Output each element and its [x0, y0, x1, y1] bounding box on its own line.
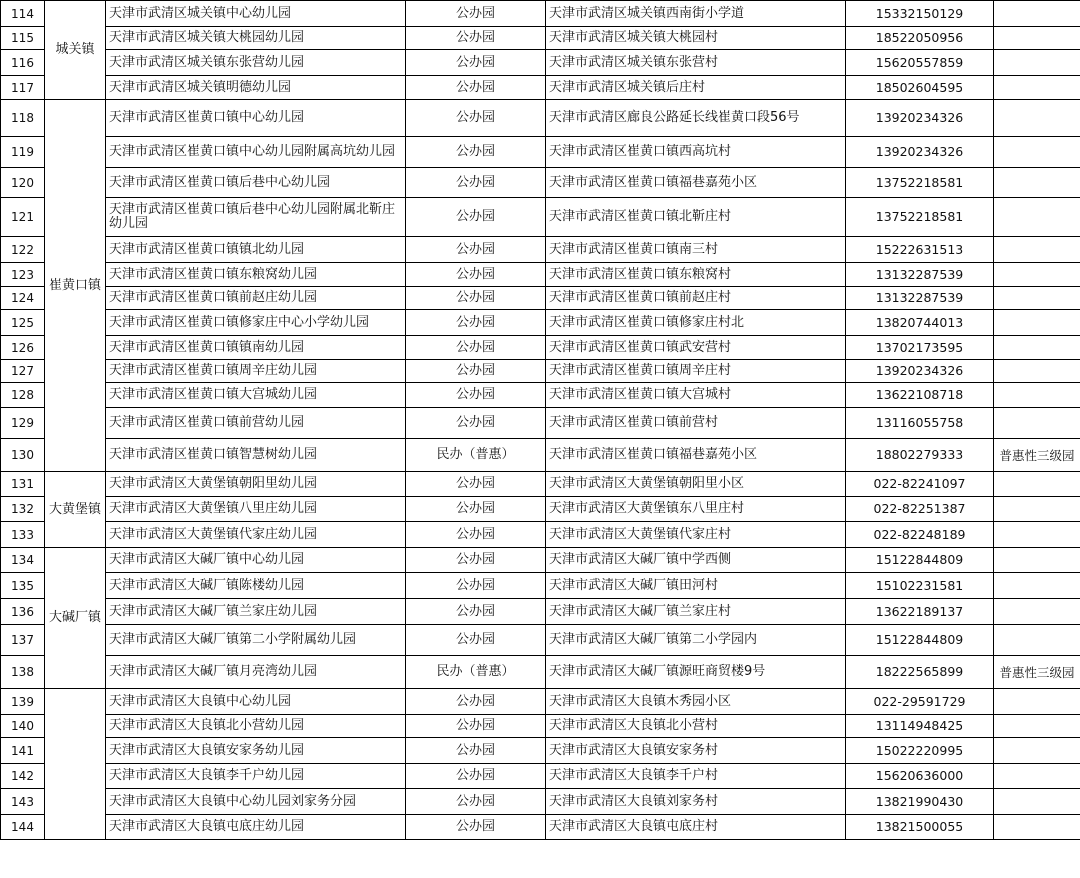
note-cell	[994, 815, 1080, 840]
kindergarten-name-cell: 天津市武清区大良镇屯底庄幼儿园	[106, 815, 406, 840]
row-number-cell: 121	[1, 198, 45, 237]
note-cell	[994, 789, 1080, 815]
town-cell: 大碱厂镇	[45, 548, 106, 689]
address-cell: 天津市武清区大良镇李千户村	[546, 764, 846, 789]
kindergarten-type-cell: 公办园	[406, 573, 546, 599]
row-number-cell: 124	[1, 287, 45, 310]
table-row	[1, 548, 1080, 573]
row-number-cell: 136	[1, 599, 45, 625]
kindergarten-name-cell: 天津市武清区崔黄口镇前赵庄幼儿园	[106, 287, 406, 310]
phone-cell: 15122844809	[846, 625, 994, 656]
phone-cell: 13821990430	[846, 789, 994, 815]
note-cell	[994, 599, 1080, 625]
note-cell	[994, 310, 1080, 336]
kindergarten-name-cell: 天津市武清区大黄堡镇八里庄幼儿园	[106, 497, 406, 522]
kindergarten-name-cell: 天津市武清区大良镇中心幼儿园刘家务分园	[106, 789, 406, 815]
kindergarten-type-cell: 公办园	[406, 599, 546, 625]
note-cell	[994, 100, 1080, 137]
phone-cell: 18522050956	[846, 27, 994, 50]
kindergarten-type-cell: 公办园	[406, 548, 546, 573]
address-cell: 天津市武清区大黄堡镇代家庄村	[546, 522, 846, 548]
phone-cell: 18502604595	[846, 76, 994, 100]
phone-cell: 13132287539	[846, 263, 994, 287]
kindergarten-name-cell: 天津市武清区崔黄口镇大宫城幼儿园	[106, 383, 406, 408]
kindergarten-type-cell: 公办园	[406, 715, 546, 738]
phone-cell: 13132287539	[846, 287, 994, 310]
town-cell	[45, 689, 106, 840]
address-cell: 天津市武清区大良镇安家务村	[546, 738, 846, 764]
phone-cell: 15332150129	[846, 1, 994, 27]
note-cell	[994, 548, 1080, 573]
row-number-cell: 126	[1, 336, 45, 360]
note-cell	[994, 198, 1080, 237]
kindergarten-type-cell: 公办园	[406, 263, 546, 287]
note-cell	[994, 522, 1080, 548]
kindergarten-type-cell: 公办园	[406, 336, 546, 360]
note-cell	[994, 360, 1080, 383]
address-cell: 天津市武清区崔黄口镇东粮窝村	[546, 263, 846, 287]
phone-cell: 18802279333	[846, 439, 994, 472]
row-number-cell: 142	[1, 764, 45, 789]
kindergarten-type-cell: 公办园	[406, 789, 546, 815]
address-cell: 天津市武清区大良镇北小营村	[546, 715, 846, 738]
row-number-cell: 114	[1, 1, 45, 27]
kindergarten-name-cell: 天津市武清区崔黄口镇中心幼儿园	[106, 100, 406, 137]
note-cell	[994, 263, 1080, 287]
table-row	[1, 599, 1080, 625]
address-cell: 天津市武清区大良镇木秀园小区	[546, 689, 846, 715]
kindergarten-type-cell: 公办园	[406, 168, 546, 198]
note-cell	[994, 715, 1080, 738]
kindergarten-type-cell: 民办（普惠）	[406, 656, 546, 689]
phone-cell: 15620636000	[846, 764, 994, 789]
phone-cell: 15102231581	[846, 573, 994, 599]
table-row	[1, 656, 1080, 689]
kindergarten-name-cell: 天津市武清区大黄堡镇朝阳里幼儿园	[106, 472, 406, 497]
kindergarten-type-cell: 公办园	[406, 1, 546, 27]
kindergarten-name-cell: 天津市武清区城关镇中心幼儿园	[106, 1, 406, 27]
address-cell: 天津市武清区崔黄口镇修家庄村北	[546, 310, 846, 336]
town-cell: 大黄堡镇	[45, 472, 106, 548]
table-row	[1, 497, 1080, 522]
phone-cell: 13622108718	[846, 383, 994, 408]
note-cell: 普惠性三级园	[994, 656, 1080, 689]
table-row	[1, 764, 1080, 789]
table-row	[1, 689, 1080, 715]
kindergarten-name-cell: 天津市武清区崔黄口镇后巷中心幼儿园附属北靳庄幼儿园	[106, 198, 406, 237]
kindergarten-name-cell: 天津市武清区崔黄口镇前营幼儿园	[106, 408, 406, 439]
table-row	[1, 287, 1080, 310]
kindergarten-type-cell: 公办园	[406, 360, 546, 383]
table-row	[1, 1, 1080, 27]
row-number-cell: 116	[1, 50, 45, 76]
address-cell: 天津市武清区城关镇东张营村	[546, 50, 846, 76]
phone-cell: 022-82248189	[846, 522, 994, 548]
note-cell	[994, 50, 1080, 76]
row-number-cell: 141	[1, 738, 45, 764]
address-cell: 天津市武清区崔黄口镇周辛庄村	[546, 360, 846, 383]
table-row	[1, 573, 1080, 599]
row-number-cell: 130	[1, 439, 45, 472]
kindergarten-type-cell: 公办园	[406, 287, 546, 310]
row-number-cell: 135	[1, 573, 45, 599]
table-row	[1, 76, 1080, 100]
kindergarten-type-cell: 公办园	[406, 100, 546, 137]
phone-cell: 15222631513	[846, 237, 994, 263]
town-cell: 崔黄口镇	[45, 100, 106, 472]
phone-cell: 13920234326	[846, 360, 994, 383]
kindergarten-type-cell: 公办园	[406, 522, 546, 548]
address-cell: 天津市武清区崔黄口镇福巷嘉苑小区	[546, 168, 846, 198]
table-row	[1, 100, 1080, 137]
table-row	[1, 50, 1080, 76]
table-row	[1, 198, 1080, 237]
address-cell: 天津市武清区大黄堡镇东八里庄村	[546, 497, 846, 522]
row-number-cell: 122	[1, 237, 45, 263]
table-row	[1, 625, 1080, 656]
note-cell	[994, 738, 1080, 764]
row-number-cell: 132	[1, 497, 45, 522]
kindergarten-name-cell: 天津市武清区崔黄口镇周辛庄幼儿园	[106, 360, 406, 383]
kindergarten-type-cell: 公办园	[406, 408, 546, 439]
row-number-cell: 127	[1, 360, 45, 383]
kindergarten-name-cell: 天津市武清区城关镇东张营幼儿园	[106, 50, 406, 76]
table-row	[1, 715, 1080, 738]
address-cell: 天津市武清区崔黄口镇西高坑村	[546, 137, 846, 168]
kindergarten-name-cell: 天津市武清区大碱厂镇月亮湾幼儿园	[106, 656, 406, 689]
kindergarten-type-cell: 民办（普惠）	[406, 439, 546, 472]
row-number-cell: 115	[1, 27, 45, 50]
note-cell	[994, 497, 1080, 522]
table-row	[1, 789, 1080, 815]
kindergarten-name-cell: 天津市武清区城关镇大桃园幼儿园	[106, 27, 406, 50]
note-cell	[994, 625, 1080, 656]
phone-cell: 022-82241097	[846, 472, 994, 497]
row-number-cell: 144	[1, 815, 45, 840]
table-body	[1, 1, 1080, 840]
row-number-cell: 123	[1, 263, 45, 287]
kindergarten-type-cell: 公办园	[406, 237, 546, 263]
row-number-cell: 118	[1, 100, 45, 137]
table-row	[1, 815, 1080, 840]
kindergarten-type-cell: 公办园	[406, 50, 546, 76]
kindergarten-name-cell: 天津市武清区大黄堡镇代家庄幼儿园	[106, 522, 406, 548]
note-cell	[994, 336, 1080, 360]
kindergarten-name-cell: 天津市武清区大良镇中心幼儿园	[106, 689, 406, 715]
phone-cell: 13702173595	[846, 336, 994, 360]
table-row	[1, 408, 1080, 439]
table-row	[1, 439, 1080, 472]
kindergarten-name-cell: 天津市武清区大碱厂镇中心幼儿园	[106, 548, 406, 573]
phone-cell: 022-82251387	[846, 497, 994, 522]
phone-cell: 13820744013	[846, 310, 994, 336]
kindergarten-type-cell: 公办园	[406, 472, 546, 497]
address-cell: 天津市武清区大良镇屯底庄村	[546, 815, 846, 840]
note-cell	[994, 76, 1080, 100]
phone-cell: 18222565899	[846, 656, 994, 689]
phone-cell: 15022220995	[846, 738, 994, 764]
address-cell: 天津市武清区崔黄口镇前营村	[546, 408, 846, 439]
row-number-cell: 119	[1, 137, 45, 168]
note-cell: 普惠性三级园	[994, 439, 1080, 472]
kindergarten-name-cell: 天津市武清区大碱厂镇兰家庄幼儿园	[106, 599, 406, 625]
kindergarten-type-cell: 公办园	[406, 310, 546, 336]
row-number-cell: 139	[1, 689, 45, 715]
address-cell: 天津市武清区崔黄口镇南三村	[546, 237, 846, 263]
table-row	[1, 383, 1080, 408]
address-cell: 天津市武清区大黄堡镇朝阳里小区	[546, 472, 846, 497]
kindergarten-name-cell: 天津市武清区大良镇安家务幼儿园	[106, 738, 406, 764]
kindergarten-name-cell: 天津市武清区崔黄口镇智慧树幼儿园	[106, 439, 406, 472]
row-number-cell: 120	[1, 168, 45, 198]
table-row	[1, 522, 1080, 548]
address-cell: 天津市武清区崔黄口镇福巷嘉苑小区	[546, 439, 846, 472]
address-cell: 天津市武清区大碱厂镇田河村	[546, 573, 846, 599]
kindergarten-name-cell: 天津市武清区崔黄口镇修家庄中心小学幼儿园	[106, 310, 406, 336]
kindergarten-name-cell: 天津市武清区大碱厂镇陈楼幼儿园	[106, 573, 406, 599]
note-cell	[994, 764, 1080, 789]
kindergarten-type-cell: 公办园	[406, 137, 546, 168]
row-number-cell: 137	[1, 625, 45, 656]
phone-cell: 13920234326	[846, 137, 994, 168]
kindergarten-type-cell: 公办园	[406, 497, 546, 522]
kindergarten-name-cell: 天津市武清区崔黄口镇镇北幼儿园	[106, 237, 406, 263]
note-cell	[994, 408, 1080, 439]
note-cell	[994, 168, 1080, 198]
note-cell	[994, 573, 1080, 599]
phone-cell: 13116055758	[846, 408, 994, 439]
table-row	[1, 263, 1080, 287]
row-number-cell: 133	[1, 522, 45, 548]
address-cell: 天津市武清区大碱厂镇源旺商贸楼9号	[546, 656, 846, 689]
row-number-cell: 143	[1, 789, 45, 815]
kindergarten-name-cell: 天津市武清区大碱厂镇第二小学附属幼儿园	[106, 625, 406, 656]
table-row	[1, 310, 1080, 336]
table-row	[1, 738, 1080, 764]
kindergarten-type-cell: 公办园	[406, 383, 546, 408]
address-cell: 天津市武清区崔黄口镇武安营村	[546, 336, 846, 360]
table-row	[1, 237, 1080, 263]
kindergarten-name-cell: 天津市武清区崔黄口镇中心幼儿园附属高坑幼儿园	[106, 137, 406, 168]
table-row	[1, 336, 1080, 360]
phone-cell: 13920234326	[846, 100, 994, 137]
kindergarten-type-cell: 公办园	[406, 738, 546, 764]
table-row	[1, 27, 1080, 50]
address-cell: 天津市武清区大良镇刘家务村	[546, 789, 846, 815]
phone-cell: 13622189137	[846, 599, 994, 625]
table-row	[1, 360, 1080, 383]
kindergarten-name-cell: 天津市武清区城关镇明德幼儿园	[106, 76, 406, 100]
phone-cell: 13821500055	[846, 815, 994, 840]
town-cell: 城关镇	[45, 1, 106, 100]
address-cell: 天津市武清区城关镇大桃园村	[546, 27, 846, 50]
kindergarten-type-cell: 公办园	[406, 625, 546, 656]
note-cell	[994, 237, 1080, 263]
address-cell: 天津市武清区崔黄口镇北靳庄村	[546, 198, 846, 237]
kindergarten-name-cell: 天津市武清区大良镇北小营幼儿园	[106, 715, 406, 738]
kindergarten-name-cell: 天津市武清区崔黄口镇后巷中心幼儿园	[106, 168, 406, 198]
address-cell: 天津市武清区崔黄口镇大宫城村	[546, 383, 846, 408]
phone-cell: 13752218581	[846, 168, 994, 198]
phone-cell: 13114948425	[846, 715, 994, 738]
note-cell	[994, 689, 1080, 715]
address-cell: 天津市武清区城关镇后庄村	[546, 76, 846, 100]
row-number-cell: 131	[1, 472, 45, 497]
address-cell: 天津市武清区城关镇西南街小学道	[546, 1, 846, 27]
phone-cell: 13752218581	[846, 198, 994, 237]
row-number-cell: 128	[1, 383, 45, 408]
kindergarten-name-cell: 天津市武清区崔黄口镇镇南幼儿园	[106, 336, 406, 360]
row-number-cell: 140	[1, 715, 45, 738]
address-cell: 天津市武清区廊良公路延长线崔黄口段56号	[546, 100, 846, 137]
address-cell: 天津市武清区大碱厂镇中学西侧	[546, 548, 846, 573]
note-cell	[994, 287, 1080, 310]
address-cell: 天津市武清区崔黄口镇前赵庄村	[546, 287, 846, 310]
phone-cell: 15122844809	[846, 548, 994, 573]
kindergarten-type-cell: 公办园	[406, 689, 546, 715]
row-number-cell: 125	[1, 310, 45, 336]
kindergarten-type-cell: 公办园	[406, 815, 546, 840]
note-cell	[994, 1, 1080, 27]
table-row	[1, 168, 1080, 198]
row-number-cell: 117	[1, 76, 45, 100]
row-number-cell: 138	[1, 656, 45, 689]
note-cell	[994, 27, 1080, 50]
table-row	[1, 472, 1080, 497]
row-number-cell: 134	[1, 548, 45, 573]
kindergarten-name-cell: 天津市武清区崔黄口镇东粮窝幼儿园	[106, 263, 406, 287]
kindergarten-type-cell: 公办园	[406, 27, 546, 50]
note-cell	[994, 137, 1080, 168]
kindergarten-type-cell: 公办园	[406, 76, 546, 100]
kindergarten-type-cell: 公办园	[406, 764, 546, 789]
kindergarten-type-cell: 公办园	[406, 198, 546, 237]
address-cell: 天津市武清区大碱厂镇兰家庄村	[546, 599, 846, 625]
phone-cell: 022-29591729	[846, 689, 994, 715]
note-cell	[994, 472, 1080, 497]
table-row	[1, 137, 1080, 168]
note-cell	[994, 383, 1080, 408]
row-number-cell: 129	[1, 408, 45, 439]
kindergarten-name-cell: 天津市武清区大良镇李千户幼儿园	[106, 764, 406, 789]
phone-cell: 15620557859	[846, 50, 994, 76]
address-cell: 天津市武清区大碱厂镇第二小学园内	[546, 625, 846, 656]
